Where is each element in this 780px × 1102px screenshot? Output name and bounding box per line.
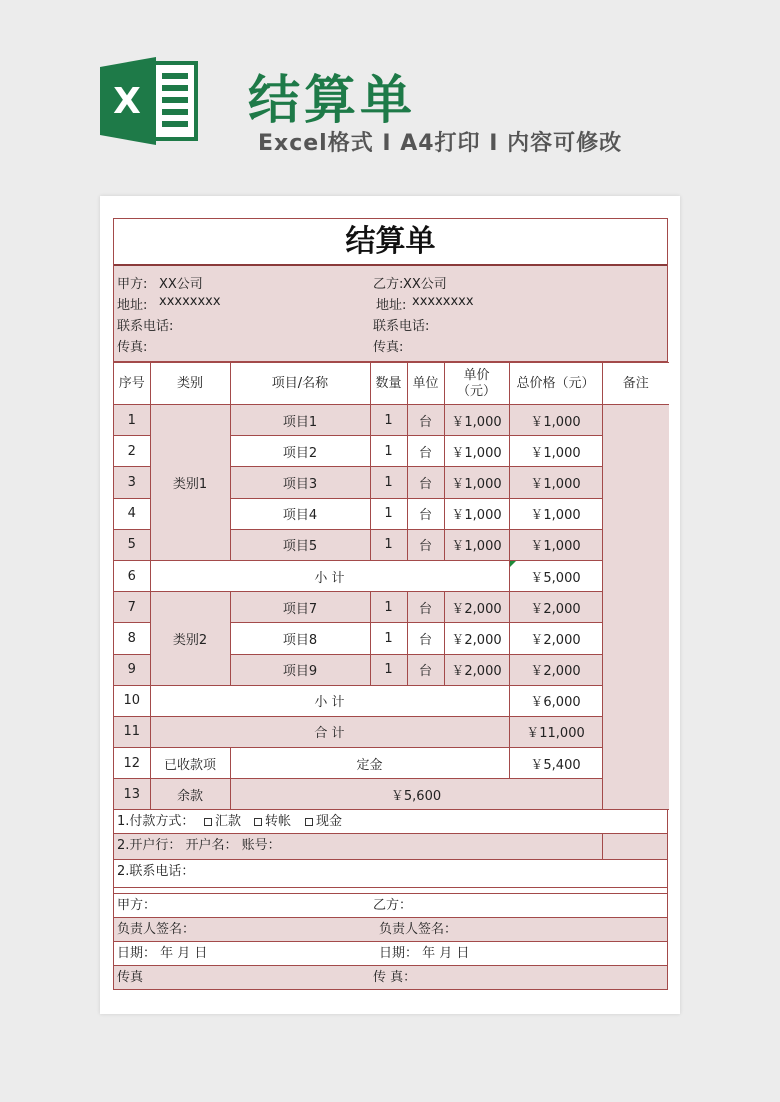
bank-line-divider: [602, 834, 603, 860]
subtotal-row: [114, 560, 669, 591]
cell-category-2[interactable]: 类别2: [150, 592, 230, 686]
cell-qty[interactable]: 1: [370, 467, 407, 498]
cell-no: 1: [114, 405, 150, 436]
fax-line: [114, 966, 667, 990]
header-total: 总价格（元）: [509, 363, 602, 405]
cell-unit[interactable]: 台: [407, 623, 444, 654]
party-info: [114, 266, 667, 362]
cell-qty[interactable]: 1: [370, 592, 407, 623]
balance-row: [114, 779, 669, 810]
cell-no: 3: [114, 467, 150, 498]
cell-no: 7: [114, 592, 150, 623]
cell-no: 2: [114, 436, 150, 467]
bank-account-label: 2.开户行： 开户名： 账号：: [117, 838, 281, 854]
address-a-value[interactable]: xxxxxxxx: [159, 294, 221, 309]
phone-b-label: 联系电话:: [373, 319, 430, 334]
party-b-value[interactable]: XX公司: [403, 277, 447, 292]
cell-total[interactable]: ￥1,000: [509, 436, 602, 467]
payment-method-label: 1.付款方式：: [117, 814, 195, 830]
checkbox-icon[interactable]: [305, 818, 313, 826]
header-item: 项目/名称: [230, 363, 370, 405]
cell-item[interactable]: 项目9: [230, 654, 370, 685]
cell-price[interactable]: ￥1,000: [444, 498, 509, 529]
cell-no: 13: [114, 779, 150, 810]
cell-price[interactable]: ￥2,000: [444, 654, 509, 685]
fax-a-label: 传真:: [117, 340, 148, 355]
cell-qty[interactable]: 1: [370, 654, 407, 685]
cell-unit[interactable]: 台: [407, 592, 444, 623]
option-cash[interactable]: 现金: [299, 810, 342, 833]
subtotal-row: [114, 685, 669, 716]
cell-no: 9: [114, 654, 150, 685]
excel-logo-icon: [100, 55, 200, 147]
date-line: [114, 942, 667, 966]
banner-title: 结算单: [248, 71, 417, 131]
cell-no: 8: [114, 623, 150, 654]
cell-item[interactable]: 项目2: [230, 436, 370, 467]
subtotal-label: 小 计: [150, 685, 509, 716]
cell-total[interactable]: ￥1,000: [509, 467, 602, 498]
cell-total[interactable]: ￥1,000: [509, 498, 602, 529]
cell-item[interactable]: 项目3: [230, 467, 370, 498]
subtotal-label: 小 计: [150, 560, 509, 591]
option-transfer[interactable]: 转帐: [248, 810, 291, 833]
address-a-label: 地址:: [117, 298, 148, 313]
items-table: [114, 362, 669, 810]
party-a-date-label: 日期： 年 月 日: [117, 946, 208, 962]
deposit-label: 定金: [230, 748, 509, 779]
cell-item[interactable]: 项目8: [230, 623, 370, 654]
cell-unit[interactable]: 台: [407, 654, 444, 685]
cell-unit[interactable]: 台: [407, 405, 444, 436]
option-remit[interactable]: 汇款: [198, 810, 241, 833]
party-b-fax-label: 传 真：: [373, 970, 417, 986]
cell-no: 6: [114, 560, 150, 591]
address-b-value[interactable]: xxxxxxxx: [412, 294, 474, 309]
settlement-sheet: [113, 218, 668, 990]
cell-category-1[interactable]: 类别1: [150, 405, 230, 561]
cell-price[interactable]: ￥1,000: [444, 529, 509, 560]
party-b-label: 乙方:: [373, 277, 404, 292]
grand-total-value[interactable]: ￥11,000: [509, 716, 602, 747]
balance-value[interactable]: ￥5,600: [230, 779, 602, 810]
contact-phone-line: [114, 860, 667, 888]
received-label: 已收款项: [150, 748, 230, 779]
cell-price[interactable]: ￥1,000: [444, 436, 509, 467]
cell-note[interactable]: [602, 405, 669, 810]
party-a-value[interactable]: XX公司: [159, 277, 203, 292]
header-qty: 数量: [370, 363, 407, 405]
header-price: 单价 （元）: [444, 363, 509, 405]
cell-item[interactable]: 项目7: [230, 592, 370, 623]
cell-no: 12: [114, 748, 150, 779]
table-row: [114, 592, 669, 623]
cell-qty[interactable]: 1: [370, 405, 407, 436]
banner: [0, 0, 780, 190]
cell-total[interactable]: ￥1,000: [509, 405, 602, 436]
header-category: 类别: [150, 363, 230, 405]
grand-total-label: 合 计: [150, 716, 509, 747]
checkbox-icon[interactable]: [254, 818, 262, 826]
signature-person-line: [114, 918, 667, 942]
cell-price[interactable]: ￥2,000: [444, 592, 509, 623]
cell-comment-marker: [510, 561, 516, 567]
deposit-value[interactable]: ￥5,400: [509, 748, 602, 779]
grand-total-row: [114, 716, 669, 747]
cell-unit[interactable]: 台: [407, 467, 444, 498]
cell-total[interactable]: ￥2,000: [509, 623, 602, 654]
banner-subtitle: Excel格式 I A4打印 I 内容可修改: [258, 131, 623, 156]
table-row: [114, 405, 669, 436]
party-a-fax-label: 传真: [117, 970, 144, 986]
header-note: 备注: [602, 363, 669, 405]
cell-qty[interactable]: 1: [370, 498, 407, 529]
cell-no: 10: [114, 685, 150, 716]
cell-unit[interactable]: 台: [407, 529, 444, 560]
cell-price[interactable]: ￥2,000: [444, 623, 509, 654]
received-row: [114, 748, 669, 779]
header-no: 序号: [114, 363, 150, 405]
cell-price[interactable]: ￥1,000: [444, 467, 509, 498]
cell-unit[interactable]: 台: [407, 498, 444, 529]
party-a-label: 甲方:: [117, 277, 148, 292]
cell-no: 5: [114, 529, 150, 560]
cell-unit[interactable]: 台: [407, 436, 444, 467]
document-page: [100, 196, 680, 1014]
party-a-sign-label: 甲方：: [117, 898, 157, 914]
payment-method-line: [114, 810, 667, 834]
cell-price[interactable]: ￥1,000: [444, 405, 509, 436]
cell-total[interactable]: ￥2,000: [509, 592, 602, 623]
fax-b-label: 传真:: [373, 340, 404, 355]
document-title: 结算单: [114, 218, 667, 266]
subtotal-value[interactable]: ￥5,000: [509, 560, 602, 591]
party-b-signer-label: 负责人签名：: [379, 922, 458, 938]
cell-item[interactable]: 项目4: [230, 498, 370, 529]
header-unit: 单位: [407, 363, 444, 405]
cell-total[interactable]: ￥1,000: [509, 529, 602, 560]
cell-qty[interactable]: 1: [370, 436, 407, 467]
cell-no: 11: [114, 716, 150, 747]
table-header: [114, 363, 669, 405]
cell-item[interactable]: 项目5: [230, 529, 370, 560]
cell-total[interactable]: ￥2,000: [509, 654, 602, 685]
checkbox-icon[interactable]: [204, 818, 212, 826]
party-b-sign-label: 乙方：: [373, 898, 413, 914]
signature-party-line: [114, 894, 667, 918]
cell-qty[interactable]: 1: [370, 529, 407, 560]
contact-phone-label: 2.联系电话：: [117, 864, 195, 880]
bank-account-line: [114, 834, 667, 860]
cell-qty[interactable]: 1: [370, 623, 407, 654]
cell-no: 4: [114, 498, 150, 529]
subtotal-value[interactable]: ￥6,000: [509, 685, 602, 716]
cell-item[interactable]: 项目1: [230, 405, 370, 436]
party-b-date-label: 日期： 年 月 日: [379, 946, 470, 962]
svg-text:X: X: [113, 81, 141, 122]
address-b-label: 地址:: [376, 298, 407, 313]
phone-a-label: 联系电话:: [117, 319, 174, 334]
party-a-signer-label: 负责人签名：: [117, 922, 196, 938]
balance-label: 余款: [150, 779, 230, 810]
